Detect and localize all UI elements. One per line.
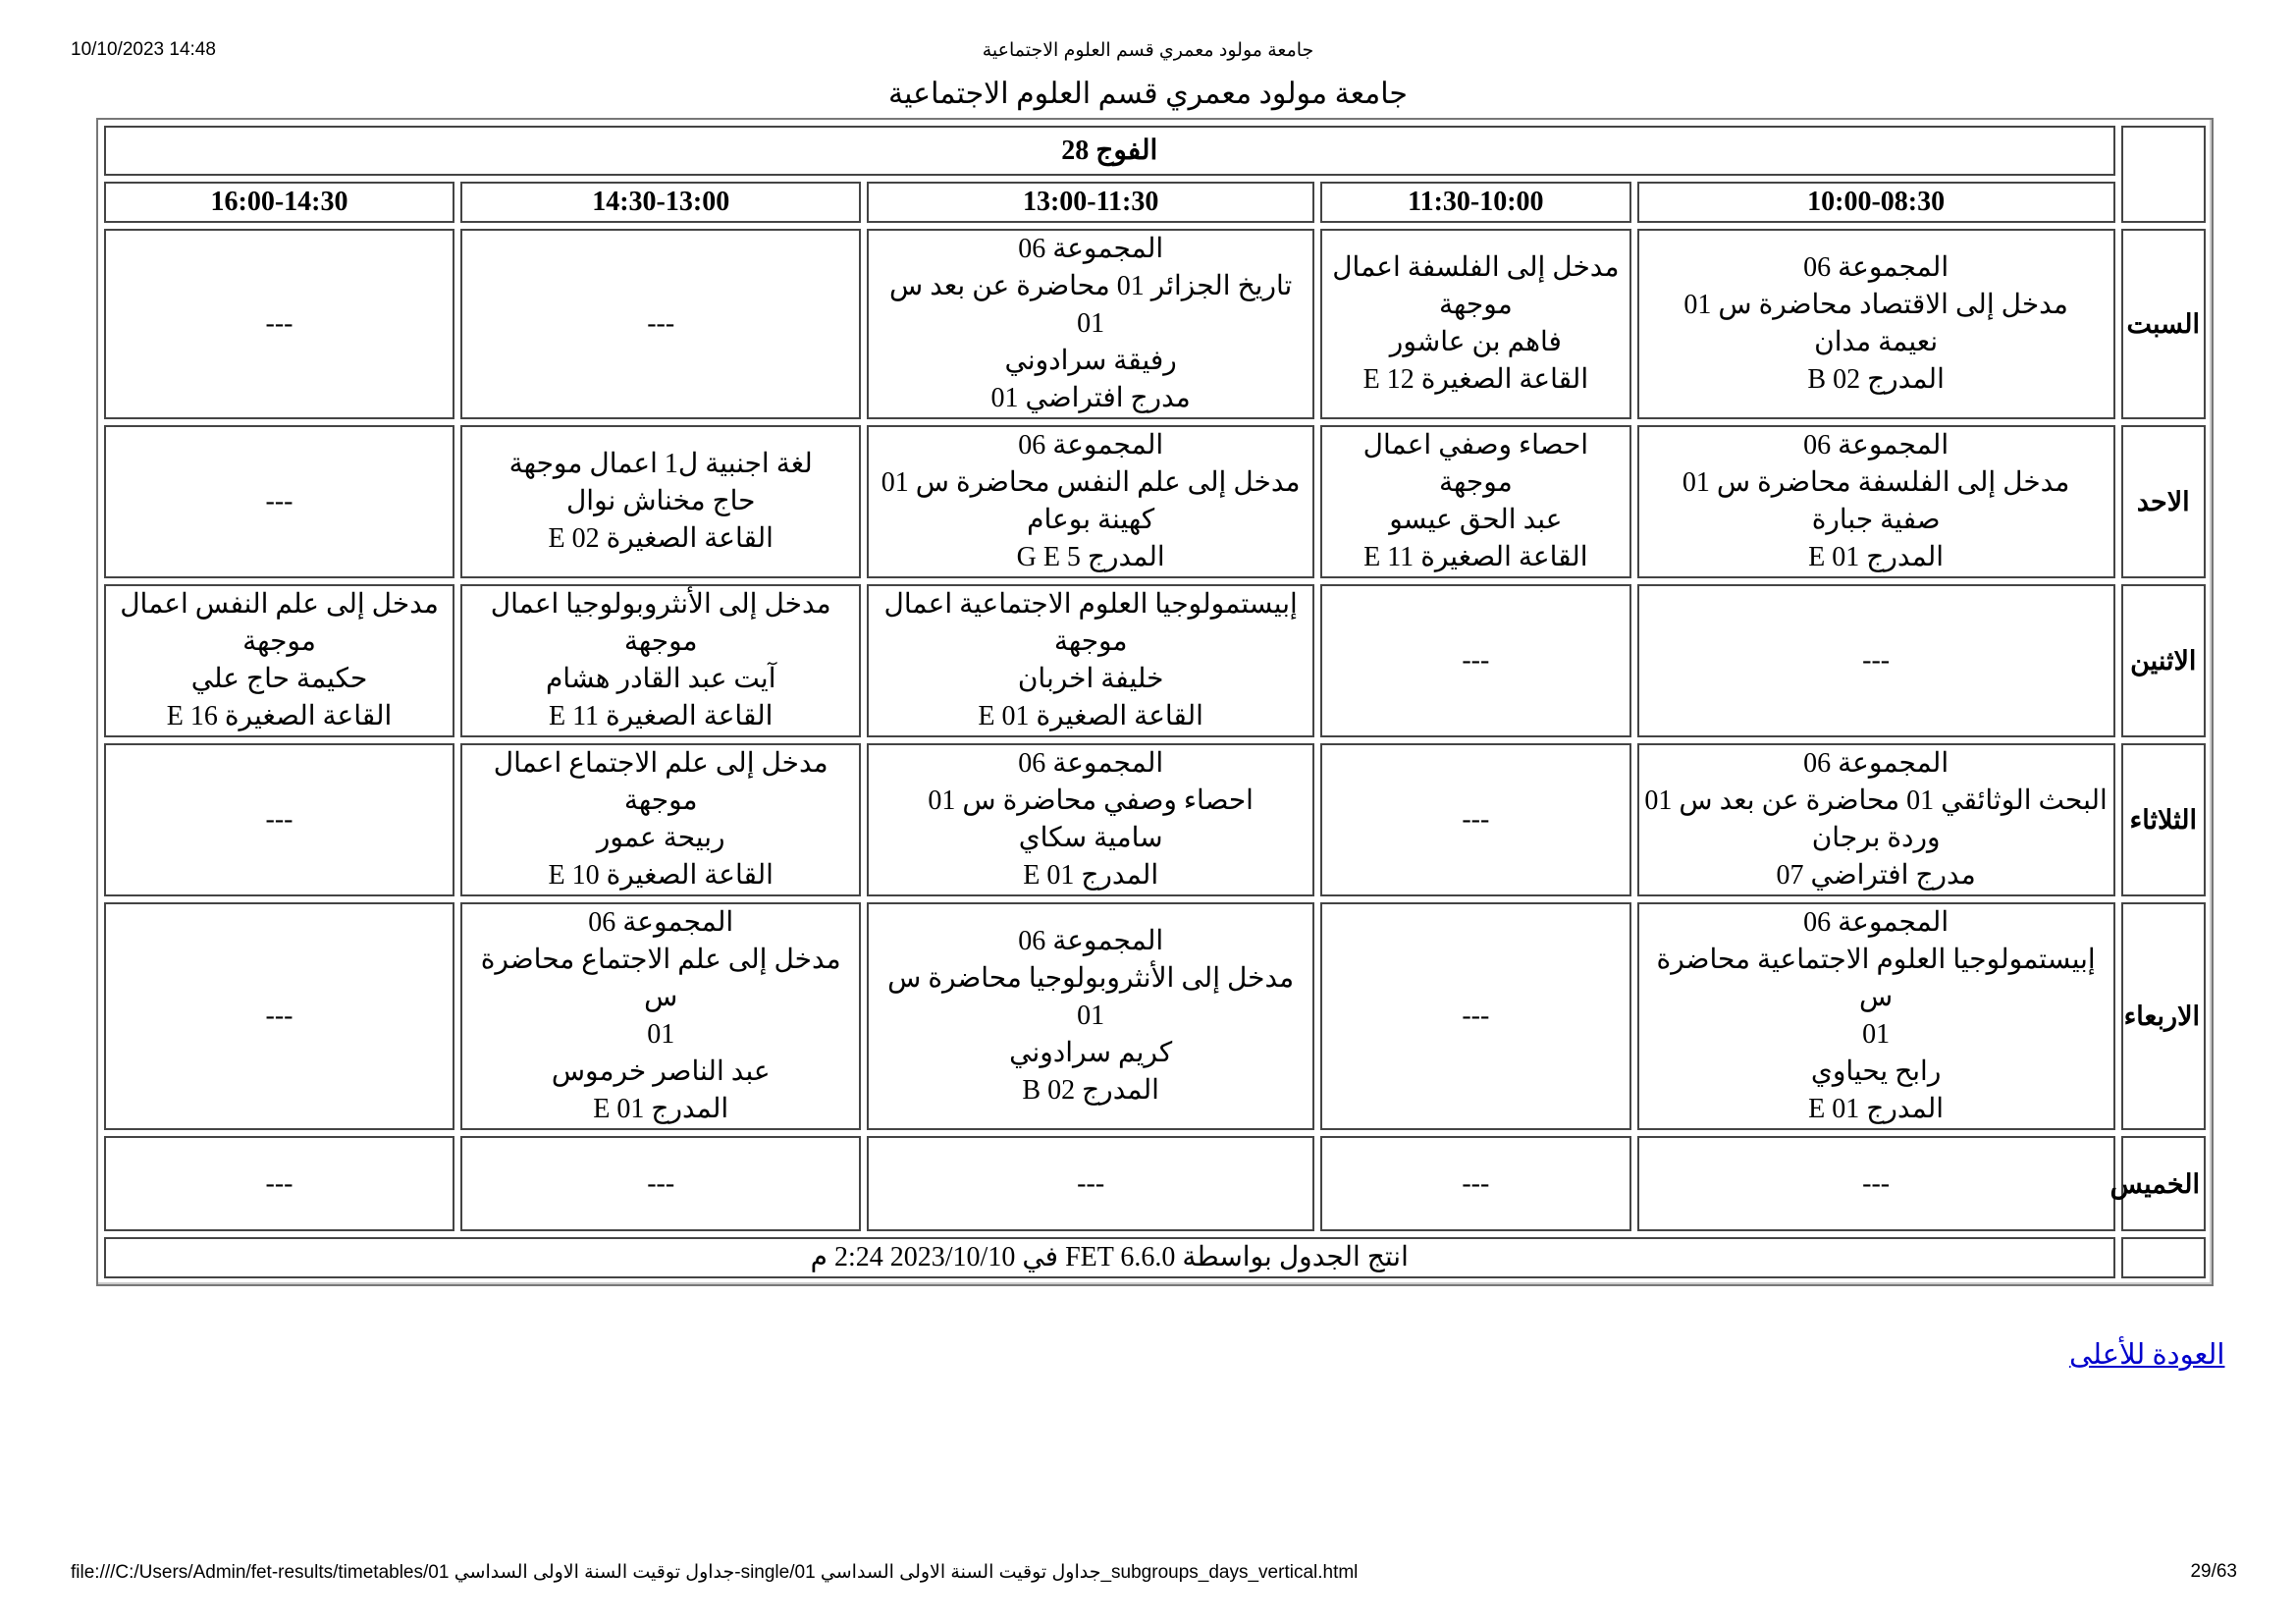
page-title: جامعة مولود معمري قسم العلوم الاجتماعية [888,78,1408,110]
cell-line: وردة برجان [1811,823,1941,853]
cell-line: القاعة الصغيرة 11 E [1363,542,1588,572]
timetable-cell [1320,1136,1631,1231]
cell-line: لغة اجنبية ل1 اعمال موجهة [508,449,813,479]
timetable-cell [1320,584,1631,737]
timetable-cell [1320,229,1631,419]
timetable-cell [1637,902,2115,1130]
cell-line: مدخل إلى الأنثروبولوجيا اعمال [490,589,831,620]
timetable-cell [867,584,1314,737]
timetable-cell [104,1136,454,1231]
file-path: file:///C:/Users/Admin/fet-results/timetables/01 جداول توقيت السنة الاولى السداسي-single/01 جداول توقيت السنة الاولى السداسي_subgroups_days_vertical.html [71,1562,1359,1583]
timetable-cell [460,902,861,1130]
timetable-cell [460,584,861,737]
day-row [104,584,2206,737]
cell-line: فاهم بن عاشور [1389,327,1562,357]
cell-line: مدخل إلى علم الاجتماع اعمال موجهة [493,748,828,816]
cell-line: --- [265,804,294,835]
cell-line: --- [1462,645,1490,676]
cell-line: --- [1462,1167,1490,1199]
cell-line: موجهة [1053,626,1128,657]
cell-line: --- [265,308,294,339]
cell-line: سامية سكاي [1018,823,1163,853]
print-header-title: جامعة مولود معمري قسم العلوم الاجتماعية [982,40,1314,61]
day-row [104,425,2206,578]
cell-line: احصاء وصفي اعمال موجهة [1362,430,1589,498]
cell-line: --- [1862,645,1891,676]
cell-line: كهينة بوعام [1027,505,1155,535]
cell-line: موجهة [1439,290,1513,320]
cell-line: --- [1862,1167,1891,1199]
cell-line: القاعة الصغيرة 10 E [548,860,774,891]
cell-line: --- [647,308,675,339]
cell-line: المجموعة 06 [1018,748,1164,779]
cell-line: المدرج 01 E [1808,1094,1945,1124]
cell-line: حكيمة حاج علي [190,664,368,694]
cell-line: المجموعة 06 [1803,907,1949,938]
footer-corner-cell [2121,1237,2206,1278]
cell-line: موجهة [242,626,316,657]
cell-line: مدخل إلى الأنثروبولوجيا محاضرة س 01 [887,963,1295,1031]
cell-line: البحث الوثائقي 01 محاضرة عن بعد س 01 [1644,785,2108,816]
cell-line: --- [265,1001,294,1031]
cell-line: القاعة الصغيرة 02 E [548,523,774,554]
timetable [96,118,2214,1286]
timetable-cell [867,1136,1314,1231]
cell-line: مدخل إلى علم النفس محاضرة س 01 [881,467,1301,498]
cell-line: المجموعة 06 [1803,748,1949,779]
day-name: الاحد [2121,425,2206,578]
timetable-cell [867,743,1314,896]
day-name: الاربعاء [2121,902,2206,1130]
timetable-cell [867,425,1314,578]
time-slot-header: 10:00-08:30 [1637,182,2115,223]
page-counter: 29/63 [2190,1561,2237,1582]
cell-line: المدرج 02 B [1022,1075,1159,1106]
cell-line: المجموعة 06 [1803,430,1949,460]
cell-line: المجموعة 06 [1803,252,1949,283]
cell-line: رفيقة سرادوني [1004,346,1177,376]
timetable-cell [1320,743,1631,896]
cell-line: تاريخ الجزائر 01 محاضرة عن بعد س [889,271,1293,301]
timetable-cell [104,425,454,578]
cell-line: مدخل إلى علم الاجتماع محاضرة س [480,945,841,1012]
cell-line: صفية جبارة [1811,505,1941,535]
cell-line: عبد الناصر خرموس [551,1056,771,1087]
timetable-cell [460,1136,861,1231]
timetable-cell [104,743,454,896]
print-datetime: 10/10/2023 14:48 [71,39,216,60]
cell-line: --- [1462,804,1490,835]
back-to-top-link[interactable]: العودة للأعلى [2069,1339,2225,1371]
cell-line: --- [1077,1167,1105,1199]
time-slot-header: 11:30-10:00 [1320,182,1631,223]
cell-line: المجموعة 06 [1018,234,1164,264]
cell-line: المدرج 01 E [1808,542,1945,572]
cell-line: المجموعة 06 [1018,926,1164,956]
cell-line: القاعة الصغيرة 01 E [978,701,1203,731]
timetable-cell [1637,584,2115,737]
cell-line: القاعة الصغيرة 12 E [1362,364,1589,395]
cell-line: المدرج 01 E [1023,860,1159,891]
cell-line: مدرج افتراضي 07 [1776,860,1976,891]
day-name: السبت [2121,229,2206,419]
day-row [104,743,2206,896]
cell-line: عبد الحق عيسو [1389,505,1563,535]
day-name: الاثنين [2121,584,2206,737]
day-name: الثلاثاء [2121,743,2206,896]
timetable-cell [1637,1136,2115,1231]
time-slot-header: 14:30-13:00 [460,182,861,223]
day-row [104,229,2206,419]
cell-line: مدخل إلى الفلسفة محاضرة س 01 [1682,467,2070,498]
group-row [104,126,2206,176]
cell-line: 01 [1862,1019,1891,1050]
timetable-cell [1637,229,2115,419]
timetable-cell [1320,902,1631,1130]
time-slot-header: 16:00-14:30 [104,182,454,223]
timetable-cell [1320,425,1631,578]
cell-line: مدخل إلى الفلسفة اعمال [1332,252,1620,283]
cell-line: إبيستمولوجيا العلوم الاجتماعية محاضرة س [1656,945,2096,1012]
timetable-cell [1637,425,2115,578]
cell-line: خليفة اخربان [1017,664,1164,694]
time-slot-header: 13:00-11:30 [867,182,1314,223]
cell-line: ربيحة عمور [596,823,725,853]
cell-line: إبيستمولوجيا العلوم الاجتماعية اعمال [883,589,1298,620]
cell-line: المجموعة 06 [588,907,734,938]
cell-line: احصاء وصفي محاضرة س 01 [928,785,1254,816]
day-row [104,1136,2206,1231]
cell-line: المجموعة 06 [1018,430,1164,460]
timetable-cell [1637,743,2115,896]
cell-line: مدخل إلى علم النفس اعمال [120,589,439,620]
cell-line: القاعة الصغيرة 11 E [548,701,774,731]
cell-line: --- [647,1167,675,1199]
cell-line: مدخل إلى الاقتصاد محاضرة س 01 [1683,290,2068,320]
day-name: الخميس [2121,1136,2206,1231]
cell-line: المدرج 01 E [593,1094,729,1124]
cell-line: رابح يحياوي [1810,1056,1942,1087]
timetable-cell [104,902,454,1130]
cell-line: كريم سرادوني [1009,1038,1173,1068]
cell-line: المدرج 5 G E [1016,542,1165,572]
cell-line: --- [265,1167,294,1199]
cell-line: 01 [647,1019,675,1050]
cell-line: --- [265,486,294,516]
timetable-cell [104,584,454,737]
cell-line: 01 [1077,308,1105,339]
cell-line: موجهة [623,626,698,657]
timetable-cell [104,229,454,419]
timetable-cell [867,902,1314,1130]
cell-line: --- [1462,1001,1490,1031]
timetable-cell [460,229,861,419]
cell-line: القاعة الصغيرة 16 E [166,701,393,731]
generated-note: انتج الجدول بواسطة FET 6.6.0 في 2023/10/10 2:24 م [104,1237,2115,1278]
group-name: الفوج 28 [104,126,2115,176]
cell-line: مدرج افتراضي 01 [990,383,1191,413]
cell-line: المدرج 02 B [1807,364,1945,395]
timetable-cell [460,425,861,578]
timetable-cell [867,229,1314,419]
generated-row [104,1237,2206,1278]
day-row [104,902,2206,1130]
cell-line: آيت عبد القادر هشام [545,664,776,694]
time-slots-row [104,182,2206,223]
corner-cell [2121,126,2206,223]
cell-line: نعيمة مدان [1814,327,1939,357]
cell-line: حاج مخناش نوال [565,486,756,516]
timetable-cell [460,743,861,896]
